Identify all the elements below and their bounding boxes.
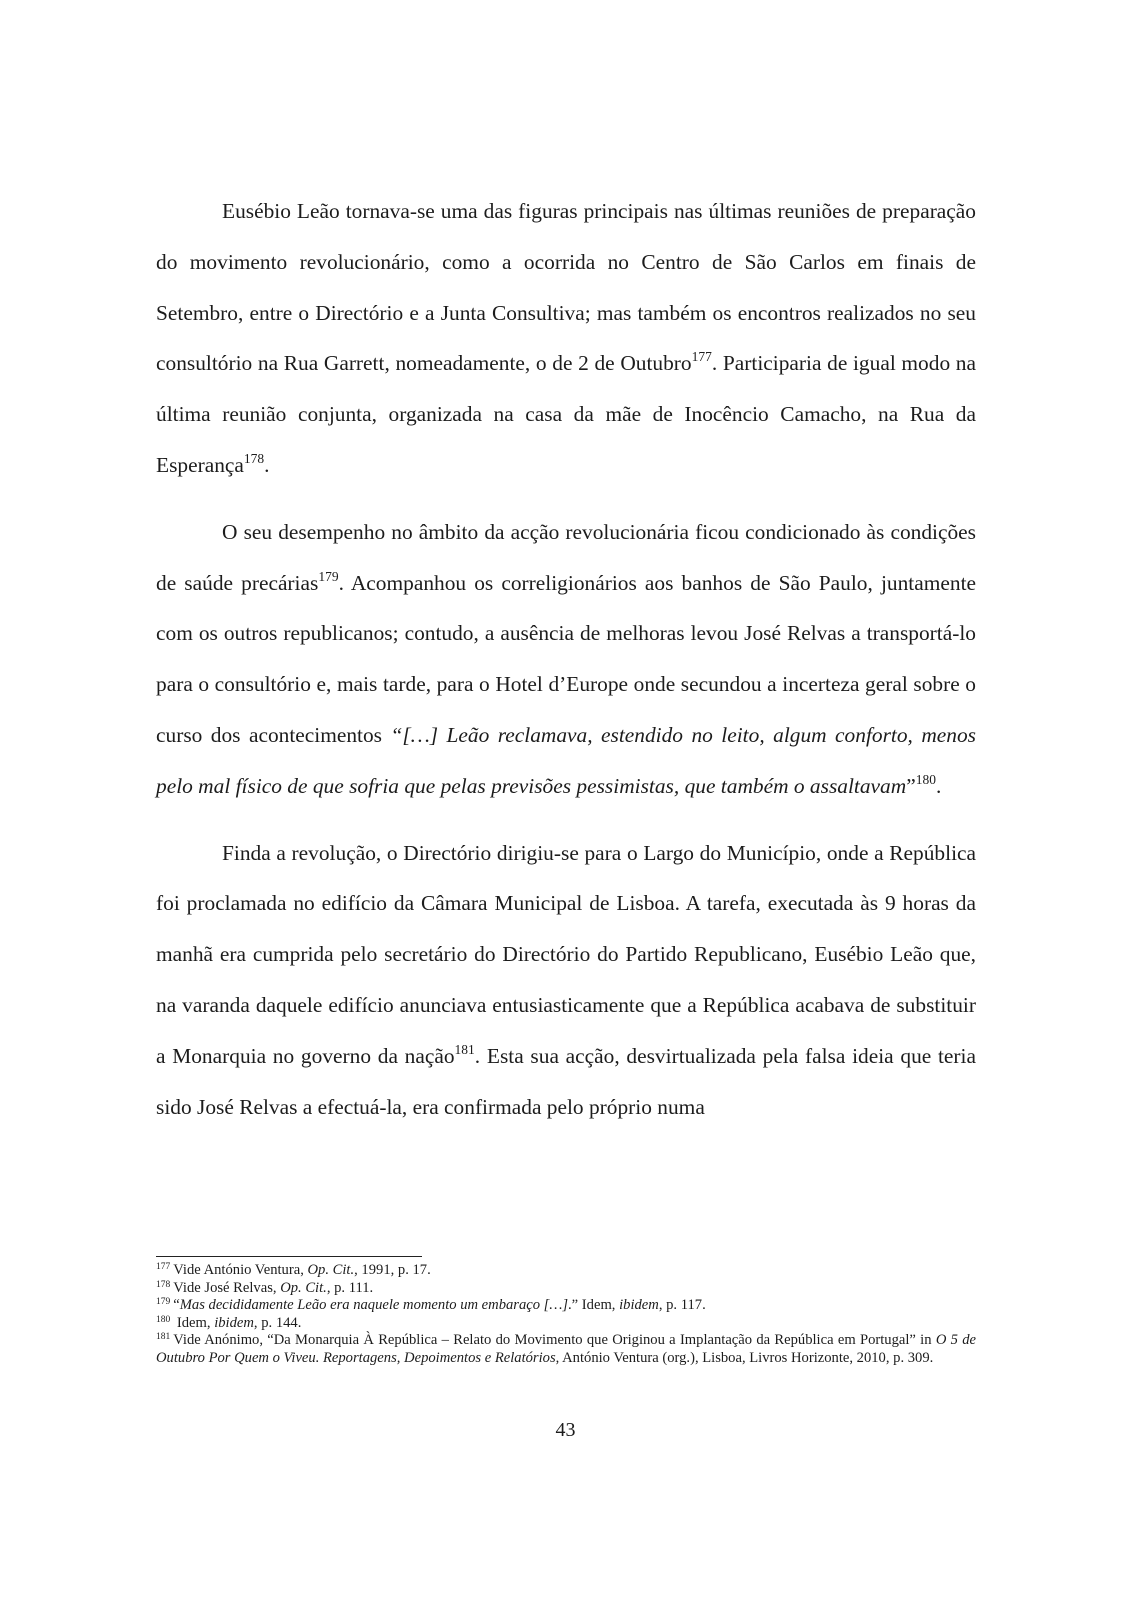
paragraph-text: . [264,452,270,477]
paragraph-text: O seu desempenho no âmbito da acção revolucionária ficou condicionado às condições de saúde precárias [156,519,976,595]
footnote-text: Vide Anónimo, “Da Monarquia À República – Relato do Movimento que Originou a Implantação da República em Portugal” in [173,1332,936,1349]
footnote-178 [156,1280,976,1298]
footnote-ref-178[interactable]: 178 [243,450,265,466]
footnote-text: Vide José Relvas, [173,1279,281,1296]
page-number: 43 [555,1419,576,1441]
paragraph-text: Finda a revolução, o Directório dirigiu-se para o Largo do Município, onde a República foi proclamada no edifício da Câmara Municipal de Lisboa. A tarefa, executada às 9 horas da manhã era cumprida pelo secretário do Directório do Partido Republicano, Eusébio Leão que, na varanda daquele edifício anunciava entusiasticamente que a República acabava de substituir a Monarquia no governo da nação [156,840,976,1068]
footnote-text: , 1991, p. 17. [354,1262,431,1278]
footnote-ref-181[interactable]: 181 [454,1041,475,1057]
paragraph-1 [156,186,976,491]
footnote-italic: Op. Cit. [280,1279,327,1296]
footnote-italic: O 5 de Outubro Por Quem o Viveu. Reportagens, Depoimentos e Relatórios [156,1332,976,1366]
footnote-number: 179 [156,1297,171,1308]
footnote-text: , António Ventura (org.), Lisboa, Livros Horizonte, 2010, p. 309. [555,1349,934,1366]
footnote-number: 181 [156,1332,171,1343]
paragraph-2 [156,507,976,812]
footnote-number: 177 [156,1262,171,1272]
paragraph-text: . [935,773,942,798]
body-text [156,186,976,1132]
footnote-177 [156,1262,976,1280]
footnote-180 [156,1315,976,1333]
footnote-179 [156,1297,976,1315]
footnote-italic: ibidem [214,1314,254,1331]
footnote-text: , p. 144. [253,1314,302,1331]
quotation: “[…] Leão reclamava, estendido no leito, algum conforto, menos pelo mal físico de que sofria que pelas previsões pessimistas, que também o assaltavam [156,722,977,798]
paragraph-text: . Acompanhou os correligionários aos banhos de São Paulo, juntamente com os outros republicanos; contudo, a ausência de melhoras levou José Relvas a transportá-lo para o consultório e, mais tarde, para o Hotel d’Europe onde secundou a incerteza geral sobre o curso dos acontecimentos [156,570,977,747]
paragraph-3 [156,828,976,1133]
footnotes [156,1262,976,1368]
footnote-ref-179[interactable]: 179 [318,568,339,584]
paragraph-text: . Esta sua acção, desvirtualizada pela falsa ideia que teria sido José Relvas a efectuá-la, era confirmada pelo próprio numa [156,1043,976,1119]
footnote-ref-177[interactable]: 177 [691,349,712,365]
footnote-text: Vide António Ventura, [173,1262,308,1278]
paragraph-text: Eusébio Leão tornava-se uma das figuras principais nas últimas reuniões de preparação do movimento revolucionário, como a ocorrida no Centro de São Carlos em finais de Setembro, entre o Directório e a Junta Consultiva; mas também os encontros realizados no seu consultório na Rua Garrett, nomeadamente, o de 2 de Outubro [156,199,976,376]
footnote-text: , p. 111. [326,1279,374,1296]
footnote-number: 178 [156,1279,171,1290]
footnote-text: .” Idem, [568,1297,620,1314]
footnote-181 [156,1332,976,1367]
footnote-text: Idem, [173,1314,215,1331]
footnote-text: , p. 117. [658,1297,706,1314]
paragraph-text: . Participaria de igual modo na última reunião conjunta, organizada na casa da mãe de Inocêncio Camacho, na Rua da Esperança [156,351,976,477]
footnote-italic: Mas decididamente Leão era naquele momento um embaraço […] [179,1297,569,1314]
footnote-italic: ibidem [619,1297,659,1314]
footnote-number: 180 [156,1314,171,1325]
footnote-ref-180[interactable]: 180 [915,771,936,787]
footnote-separator [156,1256,422,1257]
footnote-text: “ [173,1297,180,1314]
quote-close: ” [906,773,916,798]
footnote-italic: Op. Cit. [307,1262,355,1278]
